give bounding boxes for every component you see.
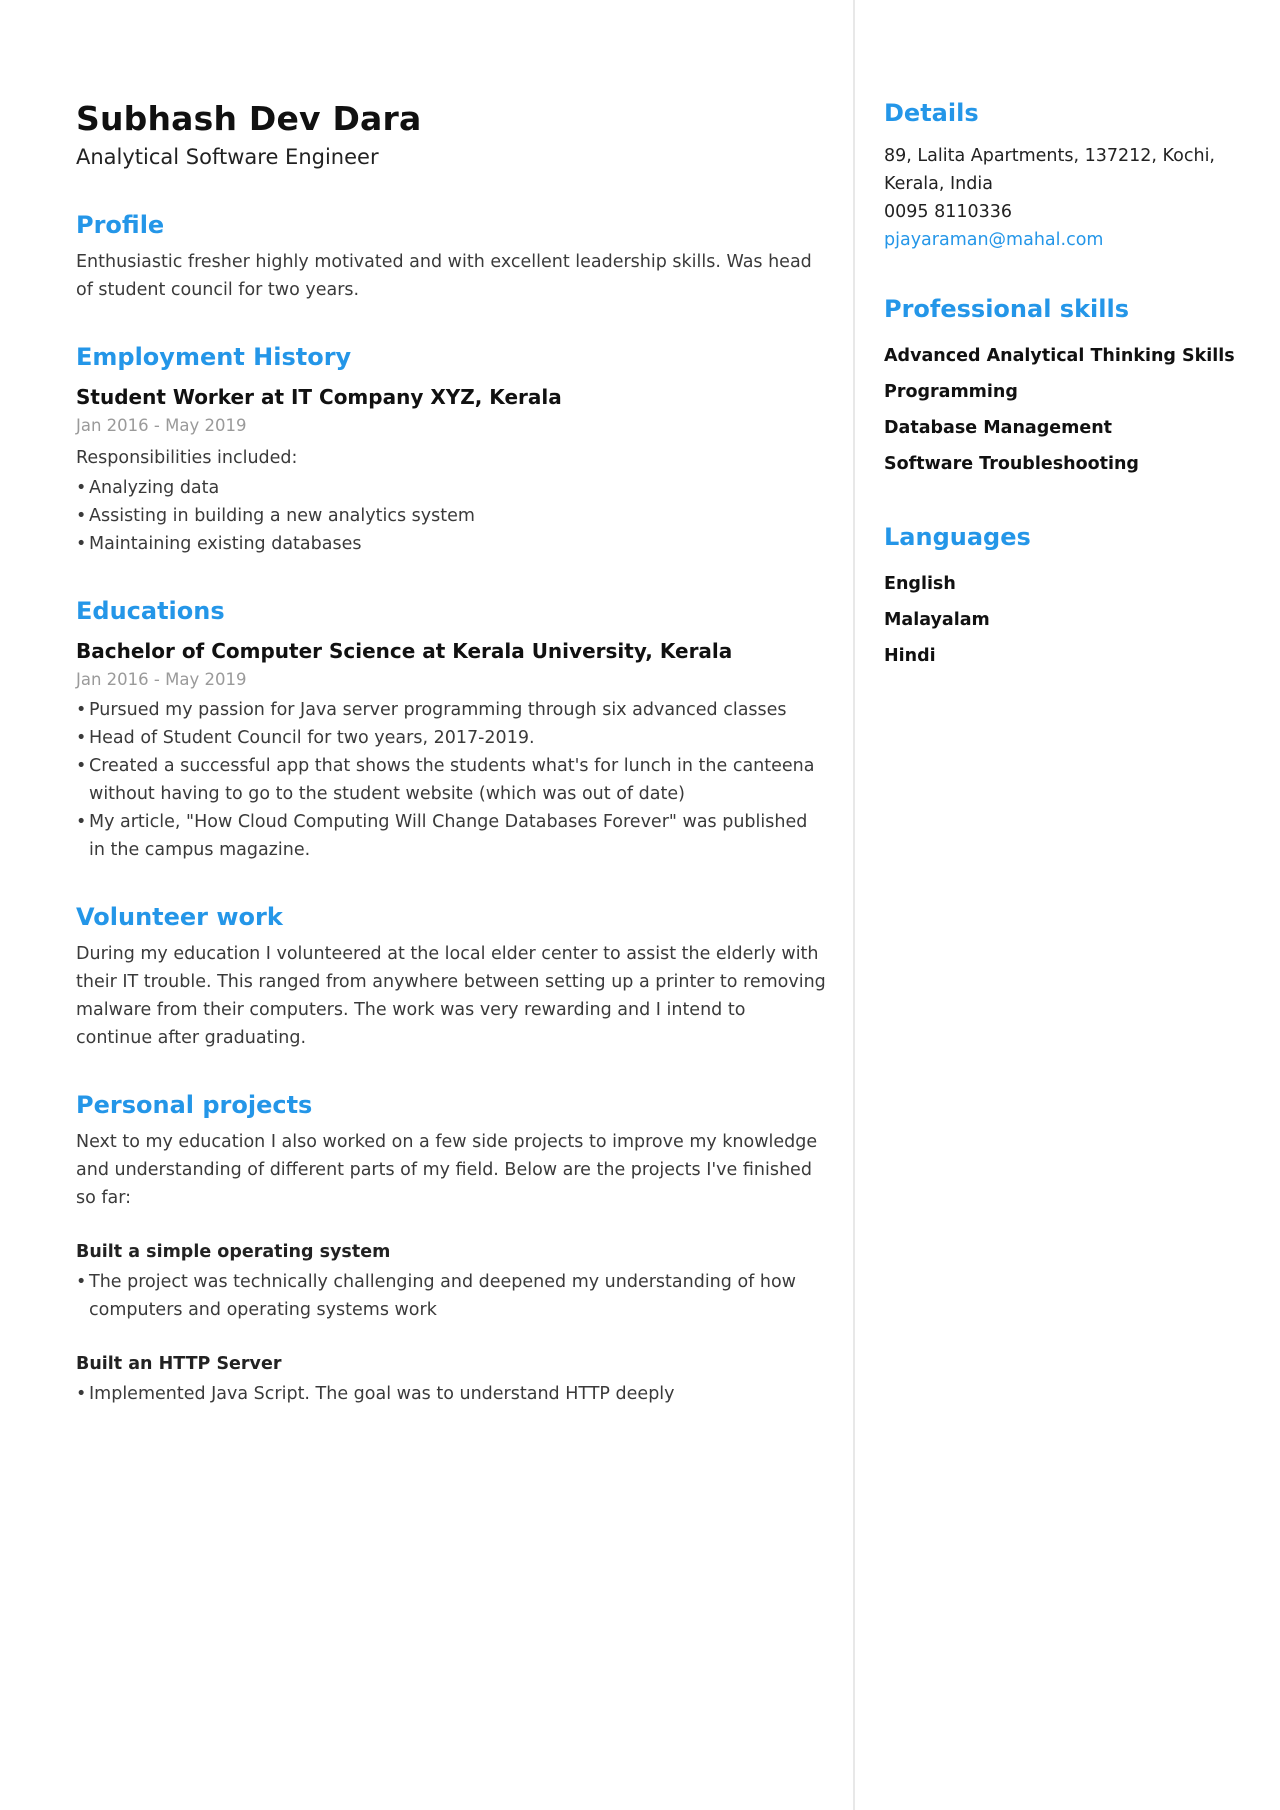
projects-intro: Next to my education I also worked on a few side projects to improve my knowledge and understanding of different parts of my field. Below are the projects I've finished so far: — [76, 1132, 818, 1208]
skill-item: Software Troubleshooting — [884, 454, 1139, 474]
project-name: Built an HTTP Server — [76, 1354, 282, 1374]
skills-list — [884, 338, 1244, 482]
skills-section — [884, 292, 1244, 482]
candidate-title: Analytical Software Engineer — [76, 145, 379, 169]
profile-text: Enthusiastic fresher highly motivated and with excellent leadership skills. Was head of student council for two years. — [76, 252, 812, 300]
profile-section — [76, 208, 826, 304]
employment-section — [76, 340, 826, 558]
languages-heading: Languages — [884, 523, 1031, 551]
list-item: • Assisting in building a new analytics system — [76, 502, 826, 530]
projects-section — [76, 1088, 826, 1408]
list-item: • Created a successful app that shows the students what's for lunch in the canteena without having to go to the student website (which was out of date) — [76, 752, 826, 808]
candidate-name: Subhash Dev Dara — [76, 99, 422, 138]
phone-number: 0095 8110336 — [884, 202, 1013, 222]
address-line-1: 89, Lalita Apartments, 137212, Kochi, — [884, 146, 1215, 166]
employment-entry-title: Student Worker at IT Company XYZ, Kerala — [76, 385, 562, 409]
educations-section — [76, 594, 826, 864]
list-item: • Head of Student Council for two years, 2017-2019. — [76, 724, 826, 752]
education-entry-title: Bachelor of Computer Science at Kerala University, Kerala — [76, 639, 733, 663]
languages-section — [884, 520, 1244, 674]
list-item: • The project was technically challenging and deepened my understanding of how computers and operating systems work — [76, 1268, 826, 1324]
employment-entry — [76, 382, 826, 558]
details-section — [884, 96, 1244, 254]
employment-bullets — [76, 474, 826, 558]
column-divider — [853, 0, 855, 1810]
language-item: Hindi — [884, 646, 936, 666]
educations-heading: Educations — [76, 597, 225, 625]
list-item: • Maintaining existing databases — [76, 530, 826, 558]
main-column — [76, 96, 826, 1408]
language-item: Malayalam — [884, 610, 990, 630]
volunteer-text: During my education I volunteered at the local elder center to assist the elderly with their IT trouble. This ranged from anywhere between setting up a printer to removing malware from their computers. The work was very rewarding and I intend to continue after graduating. — [76, 944, 826, 1048]
side-column — [884, 96, 1244, 674]
project-item — [76, 1238, 826, 1324]
profile-heading: Profile — [76, 211, 165, 239]
address-line-2: Kerala, India — [884, 174, 993, 194]
skill-item: Programming — [884, 382, 1018, 402]
details-block — [884, 142, 1244, 254]
projects-heading: Personal projects — [76, 1091, 313, 1119]
list-item: • Analyzing data — [76, 474, 826, 502]
education-entry-date: Jan 2016 - May 2019 — [76, 670, 247, 689]
project-bullets — [76, 1268, 826, 1324]
list-item: • My article, "How Cloud Computing Will Change Databases Forever" was published in the campus magazine. — [76, 808, 826, 864]
language-item: English — [884, 574, 956, 594]
skill-item: Database Management — [884, 418, 1113, 438]
list-item: • Pursued my passion for Java server programming through six advanced classes — [76, 696, 826, 724]
skill-item: Advanced Analytical Thinking Skills — [884, 346, 1235, 366]
education-entry — [76, 636, 826, 864]
email-link[interactable]: pjayaraman@mahal.com — [884, 230, 1104, 250]
project-name: Built a simple operating system — [76, 1242, 391, 1262]
education-bullets — [76, 696, 826, 864]
volunteer-section — [76, 900, 826, 1052]
project-bullets — [76, 1380, 826, 1408]
employment-entry-date: Jan 2016 - May 2019 — [76, 416, 247, 435]
employment-entry-intro: Responsibilities included: — [76, 448, 298, 468]
project-item — [76, 1350, 826, 1408]
list-item: • Implemented Java Script. The goal was to understand HTTP deeply — [76, 1380, 826, 1408]
skills-heading: Professional skills — [884, 295, 1129, 323]
volunteer-heading: Volunteer work — [76, 903, 283, 931]
languages-list — [884, 566, 1244, 674]
details-heading: Details — [884, 99, 979, 127]
employment-heading: Employment History — [76, 343, 352, 371]
